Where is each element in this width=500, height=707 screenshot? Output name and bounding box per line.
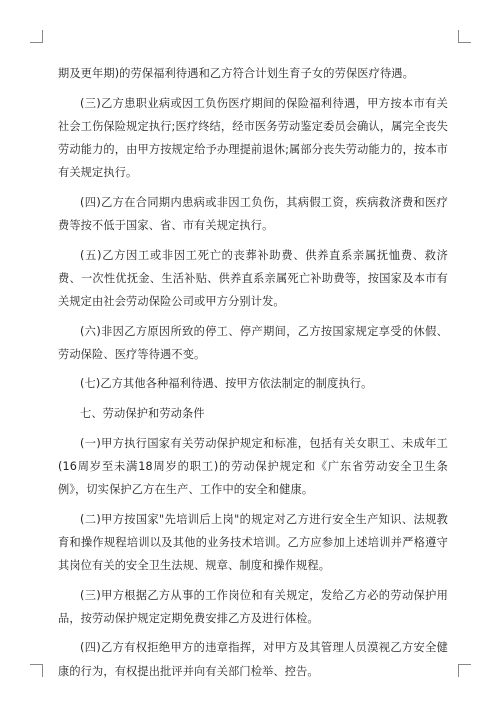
paragraph-protection-3: (三)甲方根据乙方从事的工作岗位和有关规定，发给乙方必的劳动保护用品，按劳动保护规定定期免费安排乙方及进行体检。 (58, 588, 448, 625)
paragraph-clause-4: (四)乙方在合同期内患病或非因工负伤，其病假工资，疾病救济费和医疗费等按不低于国家、省、市有关规定执行。 (58, 195, 448, 232)
paragraph-clause-5: (五)乙方因工或非因工死亡的丧葬补助费、供养直系亲属抚恤费、救济费、一次性优抚金、生活补贴、供养直系亲属死亡补助费等，按国家及本市有关规定由社会劳动保险公司或甲方分别计发。 (58, 248, 448, 308)
paragraph-protection-2: (二)甲方按国家"先培训后上岗"的规定对乙方进行安全生产知识、法规教育和操作规程培训以及其他的业务技术培训。乙方应参加上述培训并严格遵守其岗位有关的安全卫生法规、规章、制度和操作规程。 (58, 512, 448, 572)
paragraph-protection-4: (四)乙方有权拒绝甲方的违章指挥，对甲方及其管理人员漠视乙方安全健康的行为，有权提出批评并向有关部门检举、控告。 (58, 641, 448, 678)
paragraph-continued: 期及更年期)的劳保福利待遇和乙方符合计划生育子女的劳保医疗待遇。 (58, 67, 414, 80)
paragraph-protection-1: (一)甲方执行国家有关劳动保护规定和标准，包括有关女职工、未成年工(16周岁至未满18周岁的职工)的劳动保护规定和《广东省劳动安全卫生条例》，切实保护乙方在生产、工作中的安全和健康。 (58, 436, 448, 496)
paragraph-clause-6: (六)非因乙方原因所致的停工、停产期间，乙方按国家规定享受的休假、劳动保险、医疗等待遇不变。 (58, 324, 448, 361)
crop-mark-bottom-right (458, 664, 471, 677)
section-heading-labor-protection: 七、劳动保护和劳动条件 (80, 406, 205, 420)
document-body (58, 62, 448, 689)
paragraph-clause-7: (七)乙方其他各种福利待遇、按甲方依法制定的制度执行。 (80, 377, 373, 391)
crop-mark-top-left (30, 30, 43, 43)
crop-mark-bottom-left (30, 664, 43, 677)
paragraph-clause-3: (三)乙方患职业病或因工负伤医疗期间的保险福利待遇，甲方按本市有关社会工伤保险规定执行;医疗终结，经市医务劳动鉴定委员会确认，属完全丧失劳动能力的，由甲方按规定给予办理提前退休;属部分丧失劳动能力的，按本市有关规定执行。 (58, 96, 448, 180)
crop-mark-top-right (458, 30, 471, 43)
